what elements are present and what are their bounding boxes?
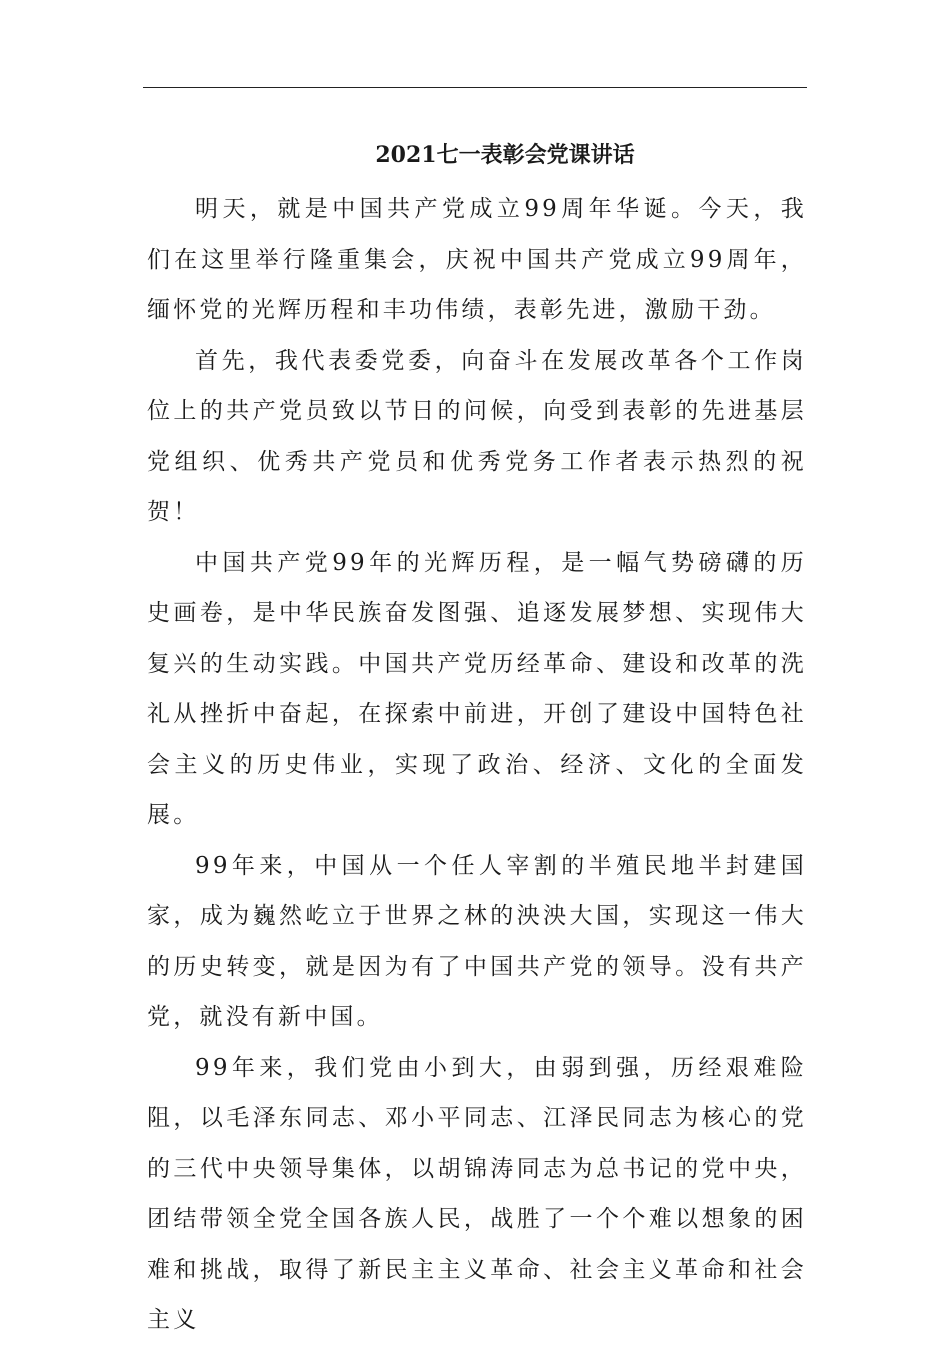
header-rule [143, 87, 807, 88]
paragraph-2: 首先，我代表委党委，向奋斗在发展改革各个工作岗位上的共产党员致以节日的问候，向受到表彰的先进基层党组织、优秀共产党员和优秀党务工作者表示热烈的祝贺！ [147, 347, 807, 525]
paragraph-4: 99年来，中国从一个任人宰割的半殖民地半封建国家，成为巍然屹立于世界之林的泱泱大国，实现这一伟大的历史转变，就是因为有了中国共产党的领导。没有共产党，就没有新中国。 [147, 852, 807, 1030]
paragraph-3: 中国共产党99年的光辉历程，是一幅气势磅礴的历史画卷，是中华民族奋发图强、追逐发展梦想、实现伟大复兴的生动实践。中国共产党历经革命、建设和改革的洗礼从挫折中奋起，在探索中前进，开创了建设中国特色社会主义的历史伟业，实现了政治、经济、文化的全面发展。 [147, 549, 807, 828]
paragraph-1: 明天，就是中国共产党成立99周年华诞。今天，我们在这里举行隆重集会，庆祝中国共产党成立99周年，缅怀党的光辉历程和丰功伟绩，表彰先进，激励干劲。 [147, 196, 807, 323]
paragraph-5: 99年来，我们党由小到大，由弱到强，历经艰难险阻，以毛泽东同志、邓小平同志、江泽民同志为核心的党的三代中央领导集体，以胡锦涛同志为总书记的党中央，团结带领全党全国各族人民，战胜了一个个难以想象的困难和挑战，取得了新民主主义革命、社会主义革命和社会主义 [147, 1054, 807, 1333]
document-body [147, 184, 807, 1346]
document-title: 2021七一表彰会党课讲话 [375, 142, 635, 168]
